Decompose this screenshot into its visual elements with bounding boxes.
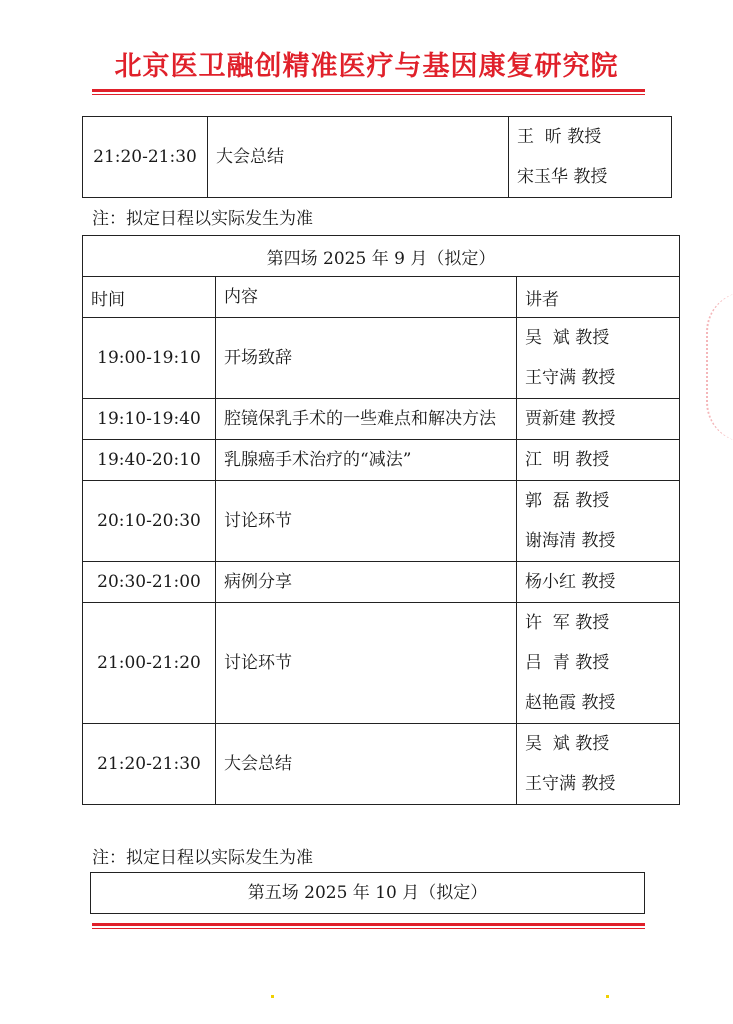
column-header-time: 时间 xyxy=(83,277,216,318)
content-cell: 开场致辞 xyxy=(216,318,517,399)
speaker-name: 许 军 教授 xyxy=(525,613,610,633)
speaker-cell xyxy=(517,440,680,481)
table-row xyxy=(83,399,680,440)
table-row xyxy=(83,318,680,399)
time-cell: 19:00-19:10 xyxy=(83,318,216,399)
time-cell: 21:00-21:20 xyxy=(83,603,216,724)
table-row xyxy=(83,440,680,481)
institute-title: 北京医卫融创精准医疗与基因康复研究院 xyxy=(114,51,619,82)
scan-speck xyxy=(271,995,274,998)
time-cell: 19:40-20:10 xyxy=(83,440,216,481)
speaker-name: 宋玉华 教授 xyxy=(517,167,608,187)
schedule-note: 注：拟定日程以实际发生为准 xyxy=(92,848,313,868)
previous-session-table xyxy=(82,116,672,198)
speaker-name: 杨小红 教授 xyxy=(525,572,616,592)
time-cell: 20:10-20:30 xyxy=(83,481,216,562)
session-title-row xyxy=(83,236,680,277)
header-rule-thick xyxy=(92,89,645,92)
speaker-cell xyxy=(517,481,680,562)
speaker-cell xyxy=(517,603,680,724)
content-cell: 病例分享 xyxy=(216,562,517,603)
footer-rule-thin xyxy=(92,928,645,929)
speaker-cell xyxy=(509,117,672,198)
table-row xyxy=(83,603,680,724)
footer-rule-thick xyxy=(92,923,645,926)
speaker-name: 贾新建 教授 xyxy=(525,409,616,429)
content-cell: 乳腺癌手术治疗的“减法” xyxy=(216,440,517,481)
speaker-cell xyxy=(517,724,680,805)
time-cell: 20:30-21:00 xyxy=(83,562,216,603)
speaker-name: 吴 斌 教授 xyxy=(525,734,610,754)
time-cell: 21:20-21:30 xyxy=(83,117,208,198)
table-row xyxy=(83,562,680,603)
content-cell: 讨论环节 xyxy=(216,603,517,724)
speaker-name: 赵艳霞 教授 xyxy=(525,693,616,713)
speaker-name: 王守满 教授 xyxy=(525,774,616,794)
content-cell: 腔镜保乳手术的一些难点和解决方法 xyxy=(216,399,517,440)
content-cell: 大会总结 xyxy=(216,724,517,805)
column-header-speaker: 讲者 xyxy=(517,277,680,318)
seal-stamp-edge xyxy=(706,292,733,442)
table-row xyxy=(83,117,672,198)
table-row xyxy=(83,481,680,562)
speaker-name: 吴 斌 教授 xyxy=(525,328,610,348)
column-header-content: 内容 xyxy=(216,277,517,318)
content-cell: 讨论环节 xyxy=(216,481,517,562)
session5-title: 第五场 2025 年 10 月（拟定） xyxy=(90,872,645,914)
session4-title: 第四场 2025 年 9 月（拟定） xyxy=(83,236,680,277)
speaker-name: 王 昕 教授 xyxy=(517,127,602,147)
speaker-name: 王守满 教授 xyxy=(525,368,616,388)
table-row xyxy=(83,724,680,805)
speaker-name: 郭 磊 教授 xyxy=(525,491,610,511)
schedule-note: 注：拟定日程以实际发生为准 xyxy=(92,209,313,229)
time-cell: 19:10-19:40 xyxy=(83,399,216,440)
scan-speck xyxy=(606,995,609,998)
speaker-name: 江 明 教授 xyxy=(525,450,610,470)
speaker-cell xyxy=(517,562,680,603)
time-cell: 21:20-21:30 xyxy=(83,724,216,805)
column-header-row xyxy=(83,277,680,318)
content-cell: 大会总结 xyxy=(208,117,509,198)
speaker-name: 吕 青 教授 xyxy=(525,653,610,673)
speaker-name: 谢海清 教授 xyxy=(525,531,616,551)
session4-table xyxy=(82,235,680,805)
speaker-cell xyxy=(517,318,680,399)
header-rule-thin xyxy=(92,94,645,95)
speaker-cell xyxy=(517,399,680,440)
